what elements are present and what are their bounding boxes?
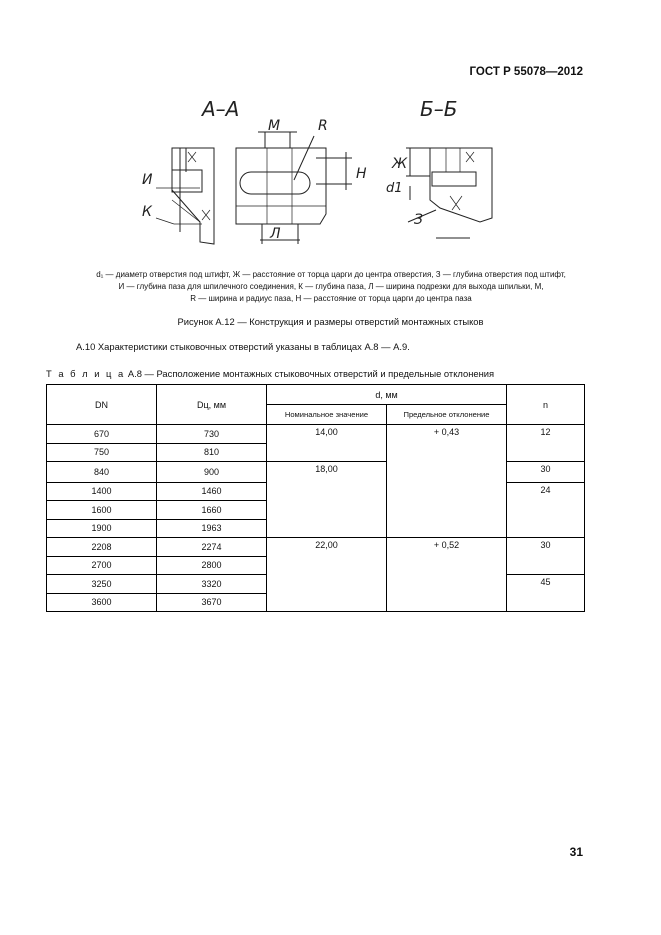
section-b-label: Б–Б (420, 97, 458, 121)
cell-dc: 810 (157, 443, 267, 462)
cell-dc: 730 (157, 425, 267, 444)
cell-dn: 1900 (47, 519, 157, 538)
section-a-left-profile (172, 148, 214, 244)
cell-dc: 1660 (157, 501, 267, 520)
label-k: К (142, 204, 152, 220)
cell-dn: 2208 (47, 538, 157, 557)
cell-n: 30 (507, 538, 585, 575)
header-d: d, мм (267, 385, 507, 405)
cell-nominal: 22,00 (267, 538, 387, 612)
cell-n: 12 (507, 425, 585, 462)
cell-dn: 3600 (47, 593, 157, 612)
header-dc: Dц, мм (157, 385, 267, 425)
table-caption (46, 368, 494, 379)
label-z: З (414, 212, 423, 228)
label-i: И (142, 172, 153, 188)
body-paragraph: А.10 Характеристики стыковочных отверстий указаны в таблицах А.8 — А.9. (76, 341, 410, 352)
drawing-legend (46, 269, 616, 305)
legend-line: R — ширина и радиус паза, Н — расстояние от торца царги до центра паза (190, 294, 472, 303)
legend-line: d₁ — диаметр отверстия под штифт, Ж — расстояние от торца царги до центра отверстия, З — глубина отверстия под штифт, (96, 270, 566, 279)
cell-nominal: 14,00 (267, 425, 387, 462)
cell-dc: 2800 (157, 556, 267, 575)
page-number: 31 (569, 845, 583, 859)
cell-nominal: 18,00 (267, 462, 387, 538)
header-dn: DN (47, 385, 157, 425)
figure-caption: Рисунок А.12 — Конструкция и размеры отверстий монтажных стыков (177, 316, 484, 327)
header-n: n (507, 385, 585, 425)
cell-dn: 1400 (47, 482, 157, 501)
cell-n: 45 (507, 575, 585, 612)
label-d1: d1 (386, 181, 403, 196)
section-a-label: А–А (202, 97, 240, 121)
label-zh: Ж (392, 156, 408, 172)
cell-dc: 1963 (157, 519, 267, 538)
cell-dn: 840 (47, 462, 157, 483)
cell-deviation: + 0,43 (387, 425, 507, 538)
cell-dn: 1600 (47, 501, 157, 520)
cell-deviation: + 0,52 (387, 538, 507, 612)
legend-line: И — глубина паза для шпилечного соединения, К — глубина паза, Л — ширина подрезки для выхода шпильки, М, (118, 282, 544, 291)
cell-dn: 2700 (47, 556, 157, 575)
table-caption-prefix: Т а б л и ц а (46, 368, 126, 379)
technical-drawing (130, 92, 520, 262)
cell-dn: 3250 (47, 575, 157, 594)
cell-dn: 670 (47, 425, 157, 444)
cell-dc: 3670 (157, 593, 267, 612)
label-r: R (318, 118, 328, 134)
cell-dc: 900 (157, 462, 267, 483)
cell-n: 30 (507, 462, 585, 483)
label-m: М (268, 118, 281, 134)
label-n: Н (356, 166, 367, 182)
section-a-right-profile (236, 132, 352, 244)
cell-dc: 3320 (157, 575, 267, 594)
table-caption-text: А.8 — Расположение монтажных стыковочных отверстий и предельные отклонения (125, 368, 495, 379)
cell-dc: 1460 (157, 482, 267, 501)
cell-dn: 750 (47, 443, 157, 462)
cell-dc: 2274 (157, 538, 267, 557)
header-nominal: Номинальное значение (267, 405, 387, 425)
standard-number: ГОСТ Р 55078—2012 (469, 66, 583, 78)
header-deviation: Предельное отклонение (387, 405, 507, 425)
cell-n: 24 (507, 482, 585, 538)
data-table (46, 384, 585, 612)
label-l: Л (270, 226, 281, 242)
